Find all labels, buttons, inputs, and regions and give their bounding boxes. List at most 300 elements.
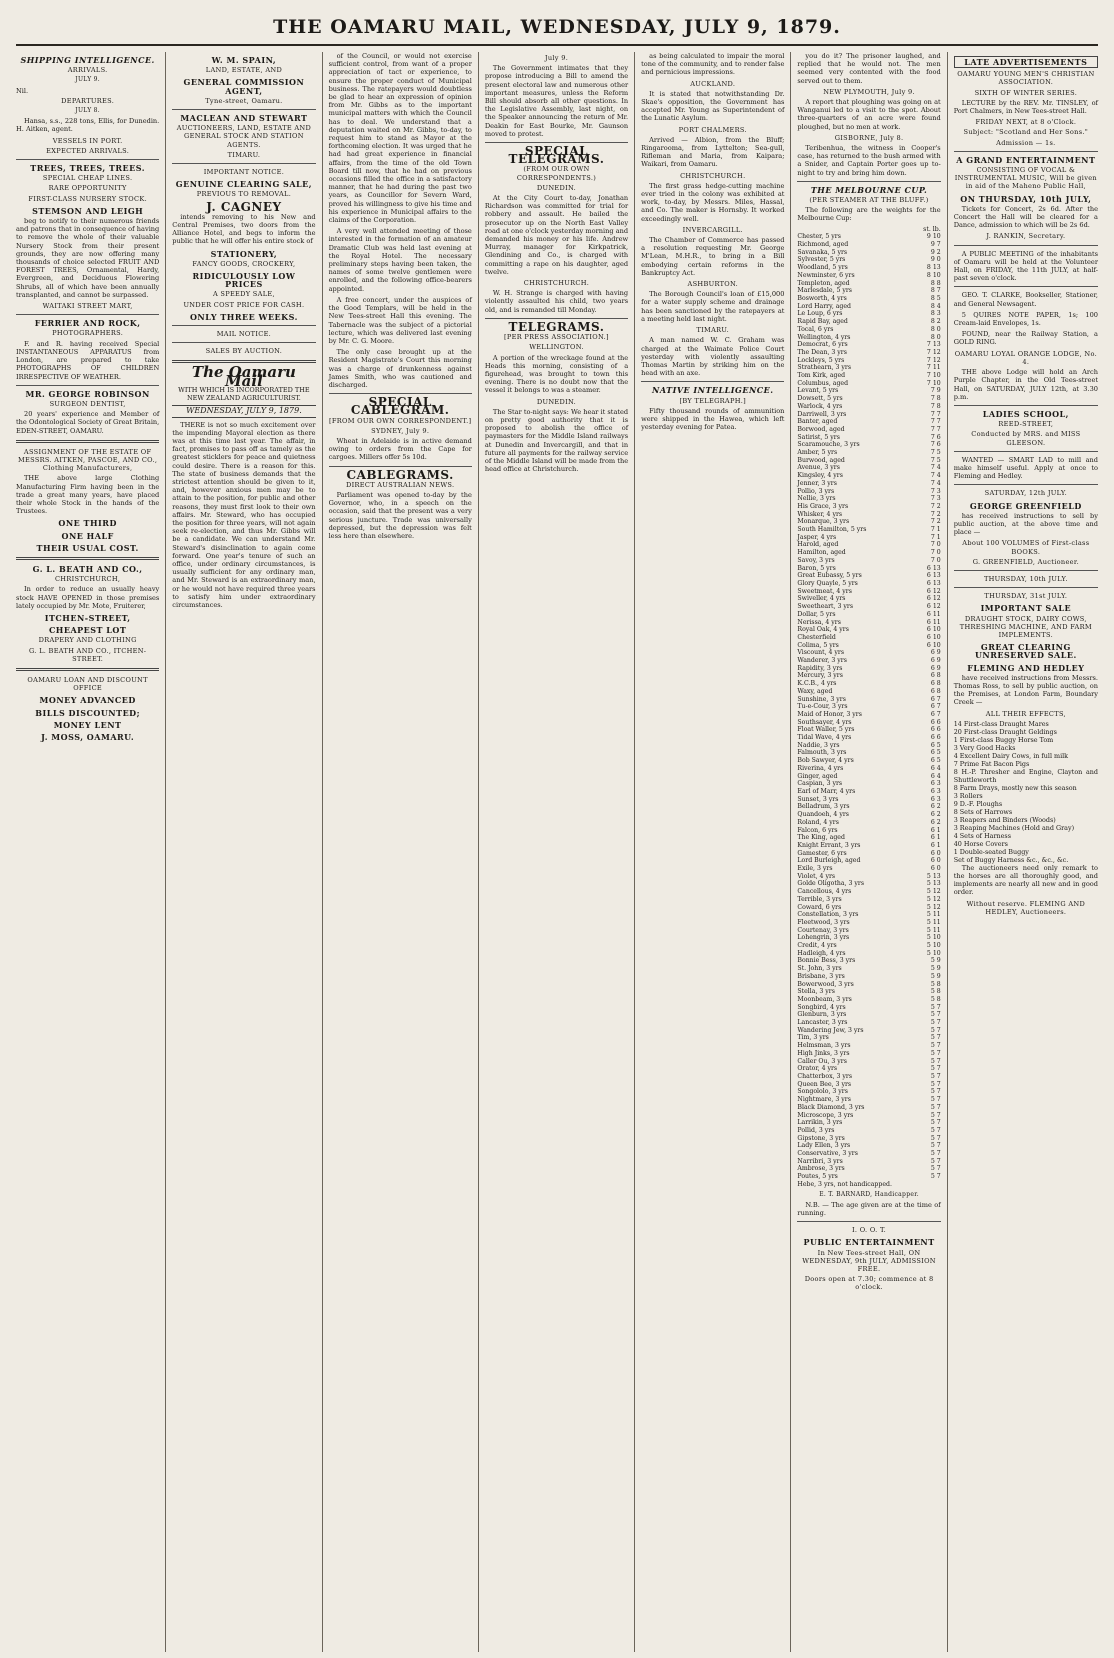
- beath-sub: CHRISTCHURCH,: [54, 575, 121, 584]
- new-plymouth-head: NEW PLYMOUTH, July 9.: [823, 87, 915, 96]
- cup-entry-name: Terrible, 3 yrs: [797, 895, 842, 903]
- cup-entry-weight: 5 8: [930, 988, 941, 996]
- cup-entry-name: Nerissa, 4 yrs: [797, 618, 841, 626]
- cup-entry-weight: 5 7: [930, 1011, 941, 1019]
- cup-entry: [797, 873, 940, 881]
- public-meeting: A PUBLIC MEETING of the inhabitants of Oamaru will be held at the Volunteer Hall, on FRIDAY, the 11th JULY, at half-past seven o'clock.: [953, 249, 1098, 283]
- paper-subtitle: WITH WHICH IS INCORPORATED THE NEW ZEALAND AGRICULTURIST.: [178, 385, 310, 403]
- cup-entry-weight: 7 3: [930, 487, 941, 495]
- cup-entry-weight: 7 9: [930, 387, 941, 395]
- cup-entry-weight: 5 7: [930, 1150, 941, 1158]
- auckland-text: It is stated that notwithstanding Dr. Skae's opposition, the Government has accepted Mr. Young as Superintendent of the Lunatic Asylum.: [641, 89, 785, 123]
- cup-entry-name: Roland, 4 yrs: [797, 818, 839, 826]
- cup-entry-name: Strathearn, 3 yrs: [797, 364, 852, 372]
- ladies-sub: REED-STREET,: [998, 420, 1054, 429]
- cup-entry-weight: 7 10: [926, 379, 941, 387]
- cup-entry-weight: 7 4: [930, 464, 941, 472]
- auckland-head: AUCKLAND.: [690, 79, 736, 88]
- cup-entry-weight: 5 7: [930, 1026, 941, 1034]
- column-5: [635, 52, 791, 1652]
- cup-entry-weight: 6 4: [930, 764, 941, 772]
- effects-item: 8 H.-P. Thresher and Engine, Clayton and Shuttleworth: [953, 767, 1098, 784]
- cup-entry-name: Sunshine, 3 yrs: [797, 695, 846, 703]
- cup-entry-name: Poutes, 5 yrs: [797, 1173, 838, 1181]
- cup-entry-weight: 6 2: [930, 803, 941, 811]
- cup-entry: [797, 326, 940, 334]
- cup-entry-weight: 5 13: [926, 872, 941, 880]
- cup-entry-name: Jasper, 4 yrs: [797, 533, 837, 541]
- cup-entry-name: Hadleigh, 4 yrs: [797, 949, 846, 957]
- cup-entry: [797, 611, 940, 619]
- cup-entry: [797, 595, 940, 603]
- cup-entry-name: Falmouth, 3 yrs: [797, 749, 847, 757]
- cablegrams-head: CABLEGRAMS.: [346, 467, 454, 482]
- cup-entry-weight: 9 10: [926, 233, 941, 241]
- cup-entry-name: Orator, 4 yrs: [797, 1065, 838, 1073]
- cup-entry: [797, 788, 940, 796]
- cup-entry-name: Glory Quayle, 5 yrs: [797, 580, 858, 587]
- cup-entry-weight: 5 11: [926, 911, 941, 919]
- cup-entry-weight: 6 8: [930, 672, 941, 680]
- melbourne-cup-sub: (PER STEAMER AT THE BLUFF.): [809, 196, 929, 205]
- cup-entry-weight: 5 9: [930, 957, 941, 965]
- effects-item: 4 Sets of Harness: [953, 831, 1011, 840]
- cup-entry-name: Scaramouche, 3 yrs: [797, 441, 860, 449]
- cup-entry-name: Wellington, 4 yrs: [797, 333, 851, 341]
- cup-entry-weight: 5 8: [930, 980, 941, 988]
- cup-entry: [797, 249, 940, 257]
- cup-entry: [797, 642, 940, 650]
- greenfield-head: GEORGE GREENFIELD: [969, 500, 1082, 511]
- cup-entry: [797, 888, 940, 896]
- cup-entry: [797, 318, 940, 326]
- cup-entry-name: Dowsett, 5 yrs: [797, 395, 843, 403]
- friday-next: FRIDAY NEXT, at 8 o'Clock.: [975, 118, 1077, 127]
- cup-entry: [797, 241, 940, 249]
- arrivals-none: Nil.: [16, 86, 29, 95]
- cup-entry-weight: 6 11: [926, 610, 941, 618]
- cup-entry-weight: 5 12: [926, 903, 941, 911]
- cup-entry-weight: 6 4: [930, 772, 941, 780]
- cup-entry: [797, 934, 940, 942]
- cup-entry-weight: 7 7: [930, 425, 941, 433]
- cup-entry-weight: 5 7: [930, 1134, 941, 1142]
- cup-entry-name: Kingsley, 4 yrs: [797, 472, 843, 480]
- cup-entry: [797, 749, 940, 757]
- cup-entry: [797, 842, 940, 850]
- cup-entry: [797, 411, 940, 419]
- cup-entry: [797, 857, 940, 865]
- cup-entry-weight: 8 0: [930, 325, 941, 333]
- arrivals-date: JULY 9.: [75, 76, 101, 84]
- cup-entry: [797, 488, 940, 496]
- cup-entry: [797, 426, 940, 434]
- cup-entry: [797, 1096, 940, 1104]
- cup-entry-weight: 5 11: [926, 926, 941, 934]
- dunedin2-text: The Star to-night says: We hear it stated on pretty good authority that it is proposed to abolish the office of paymasters for the Middle Island railways at Dunedin and Invercargill, and that in future all payments for the railway service of the Middle Island will be made from the head office at Christchurch.: [484, 407, 629, 474]
- public-entertainment: PUBLIC ENTERTAINMENT: [803, 1237, 935, 1248]
- cup-entry: [797, 742, 940, 750]
- cup-entry-weight: 7 10: [926, 372, 941, 380]
- wanted-ad: WANTED — SMART LAD to mill and make himself useful. Apply at once to Fleming and Hedley.: [953, 455, 1098, 481]
- cup-entry-weight: 7 7: [930, 418, 941, 426]
- cup-entry-weight: 7 8: [930, 395, 941, 403]
- cup-entry-name: Falcon, 6 yrs: [797, 826, 838, 834]
- cup-entry: [797, 280, 940, 288]
- cup-entry-name: Dollar, 5 yrs: [797, 610, 836, 618]
- cup-entry-name: Lady Ellen, 3 yrs: [797, 1142, 851, 1150]
- lodge-text: THE above Lodge will hold an Arch Purple Chapter, in the Old Tees-street Hall, on SATURDAY, JULY 12th, at 3.30 p.m.: [953, 368, 1098, 401]
- cup-entry-weight: 6 9: [930, 657, 941, 665]
- cup-entry: [797, 1073, 940, 1081]
- cup-entry: [797, 657, 940, 665]
- itchen: ITCHEN-STREET,: [44, 612, 131, 623]
- cup-entry-name: Songololo, 3 yrs: [797, 1088, 848, 1096]
- effects-item: 4 Excellent Dairy Cows, in full milk: [953, 751, 1069, 760]
- cup-entry: [797, 303, 940, 311]
- timaru2-text: A man named W. C. Graham was charged at the Waimate Police Court yesterday with violently assaulting Thomas Martin by striking him on the head with an axe.: [641, 336, 785, 378]
- cagney-head: J. CAGNEY: [206, 199, 282, 214]
- cup-entry-name: Hamilton, aged: [797, 549, 846, 557]
- robinson-head: MR. GEORGE ROBINSON: [25, 388, 150, 399]
- cup-entry: [797, 988, 940, 996]
- lecture-text: LECTURE by the REV. Mr. TINSLEY, of Port Chalmers, in New Tees-street Hall.: [953, 98, 1098, 116]
- cup-entry-weight: 8 3: [930, 310, 941, 318]
- cup-entry: [797, 796, 940, 804]
- sales-by-auction: SALES BY AUCTION.: [205, 347, 283, 356]
- cup-entry: [797, 372, 940, 380]
- cup-entry: [797, 349, 940, 357]
- cup-entry: [797, 526, 940, 534]
- cup-entry-name: Royal Oak, 4 yrs: [797, 626, 849, 634]
- cup-entry-name: St. John, 3 yrs: [797, 965, 842, 973]
- effects-item: 1 Double-seated Buggy: [953, 847, 1029, 856]
- notice-head: IMPORTANT NOTICE.: [203, 168, 285, 177]
- cup-entry: [797, 703, 940, 711]
- cup-entry: [797, 449, 940, 457]
- cup-entry-name: Columbus, aged: [797, 379, 849, 387]
- cup-entry-name: South Hamilton, 5 yrs: [797, 526, 867, 534]
- cup-entry-name: Black Diamond, 3 yrs: [797, 1103, 865, 1111]
- cup-entry-weight: 6 6: [930, 718, 941, 726]
- commission-sub: Tyne-street, Oamaru.: [205, 96, 283, 105]
- cup-entry: [797, 803, 940, 811]
- cup-entry: [797, 973, 940, 981]
- effects-item: 3 Reapers and Binders (Woods): [953, 815, 1056, 824]
- cup-entry-weight: 6 1: [930, 834, 941, 842]
- cup-header-st: st.: [923, 225, 931, 233]
- new-plymouth-text: A report that ploughing was going on at Wanganui led to a visit to the spot. About three-quarters of an acre were found ploughed, but no men at work.: [797, 98, 941, 131]
- cup-entry-weight: 7 3: [930, 495, 941, 503]
- cup-entry-name: Golde Oligotha, 3 yrs: [797, 880, 865, 888]
- melbourne-cup-intro: The following are the weights for the Melbourne Cup:: [797, 206, 941, 223]
- cup-entry-name: Newminster, 6 yrs: [797, 271, 855, 279]
- sydney-dateline: SYDNEY, July 9.: [371, 426, 430, 435]
- cup-entry-weight: 9 2: [930, 248, 941, 256]
- fleming-text: have received instructions from Messrs. Thomas Ross, to sell by public auction, on the Premises, at London Farm, Boundary Creek —: [953, 673, 1098, 707]
- column-6: [791, 52, 947, 1652]
- cup-entry-weight: 6 13: [926, 572, 941, 580]
- cup-entry-name: Lancaster, 3 yrs: [797, 1019, 848, 1027]
- beath-text: In order to reduce an usually heavy stock HAVE OPENED in those premises lately occupied by Mr. Mote, Fruiterer,: [16, 585, 160, 610]
- dunedin2-head: DUNEDIN.: [536, 397, 577, 406]
- cup-entry: [797, 256, 940, 264]
- cup-entry-name: High Jinks, 3 yrs: [797, 1049, 850, 1057]
- cup-entry-name: Jenner, 3 yrs: [797, 479, 837, 487]
- cup-entry: [797, 1150, 940, 1158]
- effects-item: 14 First-class Draught Mares: [953, 719, 1049, 728]
- cup-entry-name: Baron, 5 yrs: [797, 564, 836, 572]
- draught-stock: DRAUGHT STOCK, DAIRY COWS, THRESHING MACHINE, AND FARM IMPLEMENTS.: [959, 614, 1092, 639]
- column-1: [10, 52, 166, 1652]
- cup-entry: [797, 672, 940, 680]
- cup-entry-name: Templeton, aged: [797, 279, 850, 287]
- gisborne-text: Teribenhua, the witness in Cooper's case, has returned to the bush armed with a Snider, and Captain Porter goes up to-night to try and bring him down.: [797, 144, 941, 177]
- cup-entry: [797, 480, 940, 488]
- orange-lodge: OAMARU LOYAL ORANGE LODGE, No. 4.: [954, 349, 1097, 366]
- removal-head: PREVIOUS TO REMOVAL.: [196, 190, 292, 199]
- cup-entry-name: Maid of Honor, 3 yrs: [797, 710, 862, 718]
- trees-head: TREES, TREES, TREES.: [30, 163, 146, 174]
- grand-entertainment: A GRAND ENTERTAINMENT: [956, 154, 1096, 165]
- ashburton-text: The Borough Council's loan of £15,000 for a water supply scheme and drainage has been sanctioned by the ratepayers at a meeting held last night.: [641, 290, 785, 323]
- cup-entry: [797, 1173, 940, 1181]
- cup-entry: [797, 557, 940, 565]
- cup-entry-weight: 5 7: [930, 1073, 941, 1080]
- greenfield-sign: G. GREENFIELD, Auctioneer.: [972, 557, 1079, 566]
- cup-header-lb: lb.: [932, 225, 941, 233]
- cup-entry: [797, 1081, 940, 1089]
- christchurch-head: CHRISTCHURCH.: [523, 279, 590, 288]
- cup-entry-name: Exile, 3 yrs: [797, 865, 833, 873]
- shipping-title: SHIPPING INTELLIGENCE.: [20, 55, 155, 65]
- cup-entry-weight: 5 12: [926, 895, 941, 903]
- cup-entry-weight: 7 0: [930, 556, 941, 564]
- wellington-text: A portion of the wreckage found at the Heads this morning, consisting of a figurehead, was brought to town this evening. There is no doubt now that the vessel it belongs to was a steamer.: [484, 353, 629, 395]
- cup-entry: [797, 626, 940, 634]
- cup-entry-weight: 6 1: [930, 826, 941, 834]
- cup-entry-name: Monarque, 3 yrs: [797, 518, 850, 526]
- cup-entry-weight: 6 6: [930, 734, 941, 742]
- cup-entry: [797, 1142, 940, 1150]
- cup-entry: [797, 1019, 940, 1027]
- cup-entry-weight: 8 7: [930, 287, 941, 295]
- special-telegrams-sub: (FROM OUR OWN CORRESPONDENTS.): [516, 165, 597, 182]
- ioot: I. O. O. T.: [852, 1226, 887, 1235]
- cup-entry-weight: 6 11: [926, 618, 941, 626]
- cup-entry: [797, 588, 940, 596]
- cup-entry: [797, 719, 940, 727]
- christchurch-text: W. H. Strange is charged with having violently assaulted his child, two years old, and is remanded till Monday.: [484, 289, 629, 314]
- cup-entry-name: Viscount, 4 yrs: [797, 649, 845, 657]
- found-ad: FOUND, near the Railway Station, a GOLD RING.: [953, 330, 1098, 347]
- cup-entry: [797, 357, 940, 365]
- cup-entry-weight: 6 3: [930, 795, 941, 803]
- maclean-sub: AUCTIONEERS, LAND, ESTATE AND GENERAL STOCK AND STATION AGENTS.: [176, 124, 312, 149]
- cup-entry: [797, 272, 940, 280]
- cup-entry-name: Gamester, 6 yrs: [797, 849, 847, 857]
- loan-office: OAMARU LOAN AND DISCOUNT OFFICE: [27, 675, 148, 693]
- cup-entry-name: Harold, aged: [797, 541, 839, 549]
- cup-entry: [797, 472, 940, 480]
- cup-entry-weight: 7 5: [930, 449, 941, 457]
- cup-entry: [797, 418, 940, 426]
- assignment-head: ASSIGNMENT OF THE ESTATE OF MESSRS. AITKEN, PASCOE, AND CO., Clothing Manufacturers,: [17, 447, 158, 473]
- cup-entries: [797, 233, 940, 1188]
- cup-entry-name: Tidal Wave, 4 yrs: [797, 734, 852, 742]
- cup-entry-weight: 8 10: [926, 271, 941, 279]
- effects-list: [954, 720, 1098, 864]
- cup-entry-weight: 5 7: [930, 1165, 941, 1173]
- effects-item: 8 Sets of Harrows: [953, 807, 1013, 816]
- cup-entry-weight: 5 10: [926, 942, 941, 950]
- cup-entry-weight: 6 9: [930, 664, 941, 672]
- robinson-text: 20 years' experience and Member of the Odontological Society of Great Britain, EDEN-STREET, OAMARU.: [16, 410, 160, 435]
- cup-entry-weight: 6 10: [926, 641, 941, 649]
- cup-entry-weight: 7 1: [930, 533, 941, 541]
- cup-entry-weight: 7 7: [930, 410, 941, 418]
- gisborne-head: GISBORNE, July 8.: [834, 133, 904, 142]
- cup-entry-weight: 6 10: [926, 626, 941, 634]
- cup-entry: [797, 1065, 940, 1073]
- beath-sign: G. L. BEATH AND CO., ITCHEN-STREET.: [28, 646, 147, 663]
- cup-entry-weight: 6 7: [930, 710, 941, 718]
- cup-entry-weight: 6 3: [930, 780, 941, 788]
- cup-entry: [797, 996, 940, 1004]
- cup-entry: [797, 904, 940, 912]
- effects-item: 3 Reaping Machines (Hold and Gray): [953, 823, 1075, 832]
- cup-entry-name: Chester, 5 yrs: [797, 233, 841, 241]
- cup-entry: [797, 1112, 940, 1120]
- ferrier-head: FERRIER AND ROCK,: [34, 318, 141, 329]
- cup-entry-weight: 7 4: [930, 472, 941, 480]
- tickets-text: Tickets for Concert, 2s 6d. After the Concert the Hall will be cleared for a Dance, admission to which will be 2s 6d.: [953, 204, 1098, 230]
- cup-entry-name: The King, aged: [797, 834, 845, 842]
- cup-entry-weight: 7 12: [926, 356, 941, 364]
- cup-entry: [797, 287, 940, 295]
- ashburton-head: ASHBURTON.: [687, 280, 739, 289]
- cup-entry-weight: 5 7: [930, 1173, 941, 1181]
- cup-entry-name: Sylvester, 5 yrs: [797, 256, 846, 264]
- wellington-head: WELLINGTON.: [529, 343, 584, 352]
- cup-entry: [797, 726, 940, 734]
- cup-entry-name: Democrat, 6 yrs: [797, 341, 848, 349]
- cup-entry: [797, 865, 940, 873]
- cup-entry: [797, 1027, 940, 1035]
- cup-entry-name: Pollid, 3 yrs: [797, 1126, 835, 1134]
- cup-entry-weight: 5 7: [930, 1142, 941, 1150]
- cup-entry-name: Levant, 5 yrs: [797, 387, 839, 395]
- stationery: STATIONERY,: [210, 248, 278, 259]
- cup-entry: [797, 634, 940, 642]
- cup-entry-weight: 5 7: [930, 1034, 941, 1042]
- cup-entry: [797, 434, 940, 442]
- cup-entry: [797, 896, 940, 904]
- cup-entry-weight: 8 0: [930, 333, 941, 341]
- cup-entry: [797, 1158, 940, 1166]
- cup-entry: [797, 1119, 940, 1127]
- ladies-text: Conducted by MRS. and MISS GLEESON.: [971, 430, 1081, 447]
- cup-entry-name: K.C.B., 4 yrs: [797, 680, 837, 688]
- cup-note: N.B. — The age given are at the time of running.: [797, 1200, 941, 1217]
- cup-entry-weight: 6 1: [930, 841, 941, 849]
- trees-sub3: FIRST-CLASS NURSERY STOCK.: [28, 194, 147, 203]
- cup-entry-name: Glenburn, 3 yrs: [797, 1011, 847, 1019]
- cup-entry-name: Caspian, 3 yrs: [797, 780, 843, 788]
- cup-entry-name: Chesterfield: [797, 633, 836, 641]
- admission: Admission — 1s.: [996, 138, 1056, 147]
- cup-entry-name: Ambrose, 3 yrs: [797, 1165, 845, 1173]
- cup-entry-weight: 6 12: [926, 603, 941, 611]
- cup-entry: [797, 380, 940, 388]
- port-chalmers-head: PORT CHALMERS.: [678, 125, 747, 134]
- vessels-head: VESSELS IN PORT.: [52, 136, 123, 145]
- cup-entry-weight: 6 3: [930, 787, 941, 795]
- cup-entry-weight: 5 9: [930, 965, 941, 973]
- cup-entry: [797, 1135, 940, 1143]
- ladies-school: LADIES SCHOOL,: [982, 408, 1069, 419]
- cup-entry-name: Richmond, aged: [797, 241, 849, 249]
- cup-entry-name: Float Waller, 5 yrs: [797, 726, 855, 734]
- cup-entry: [797, 518, 940, 526]
- cup-entry: [797, 495, 940, 503]
- grand-sub: CONSISTING OF VOCAL & INSTRUMENTAL MUSIC, Will be given in aid of the Maheno Public Hall,: [954, 166, 1097, 191]
- cup-entry: [797, 1011, 940, 1019]
- cup-entry: [797, 295, 940, 303]
- cup-entry-name: Darriwell, 3 yrs: [797, 410, 847, 418]
- cup-entry-name: Tu-e-Cour, 3 yrs: [797, 703, 848, 711]
- cup-entry-name: Caller Ou, 3 yrs: [797, 1057, 847, 1065]
- cup-entry: [797, 981, 940, 989]
- cup-entry: [797, 233, 940, 241]
- cup-entry-weight: 7 0: [930, 541, 941, 549]
- cup-entry: [797, 711, 940, 719]
- money-lent: MONEY LENT: [53, 719, 122, 730]
- columns: [10, 52, 1104, 1652]
- column-2: [166, 52, 322, 1652]
- robinson-sub: SURGEON DENTIST,: [49, 399, 126, 408]
- cup-entry: [797, 957, 940, 965]
- cup-entry-name: Bob Sawyer, 4 yrs: [797, 757, 854, 765]
- cup-entry: [797, 765, 940, 773]
- cup-entry-name: Belladrum, 3 yrs: [797, 803, 850, 811]
- beath-head: G. L. BEATH AND CO.,: [32, 563, 143, 574]
- cup-entry-name: Borwood, aged: [797, 425, 845, 433]
- christchurch2-text: The first grass hedge-cutting machine ever tried in the colony was exhibited at work, to-day, by Messrs. Miles, Hassal, and Co. The maker is Hornsby. It worked exceedingly well.: [641, 181, 785, 223]
- clarke-ad: GEO. T. CLARKE, Bookseller, Stationer, and General Newsagent.: [953, 291, 1098, 308]
- editorial-text-4: A free concert, under the auspices of the Good Templars, will be held in the New Tees-street Hall this evening. The Tabernacle was the subject of a pictorial lecture, which was delivered last evening by Mr. C. G. Moore.: [328, 295, 472, 345]
- cup-entry-name: Fleetwood, 3 yrs: [797, 918, 850, 926]
- cup-entry: [797, 534, 940, 542]
- cup-entry-name: Ginger, aged: [797, 772, 838, 780]
- native-sub: [BY TELEGRAPH.]: [679, 396, 747, 405]
- cup-entry-name: Pollio, 3 yrs: [797, 487, 835, 495]
- stemson-text: beg to notify to their numerous friends and patrons that in consequence of having to remove the whole of their valuable Nursery Stock from their present grounds, they are now offering many thousands of choice selected FRUIT AND FOREST TREES, Ornamental, Hardy, Evergreen, and Deciduous Flowering Shrubs, all of which have been annually transplanted, and cannot be surpassed.: [16, 217, 160, 299]
- cup-entry-weight: 7 2: [930, 510, 941, 518]
- cup-entry: [797, 965, 940, 973]
- cup-entry-weight: 5 7: [930, 1049, 941, 1057]
- cup-entry-weight: 6 0: [930, 849, 941, 857]
- cup-entry-weight: 5 7: [930, 1057, 941, 1065]
- cup-entry: [797, 1104, 940, 1112]
- cup-entry: [797, 603, 940, 611]
- cup-entry-weight: 6 13: [926, 564, 941, 572]
- cup-entry-weight: 9 7: [930, 241, 941, 249]
- cup-entry-name: Nellie, 3 yrs: [797, 495, 836, 503]
- cup-entry-weight: 5 7: [930, 1111, 941, 1119]
- effects-item: 1 First-class Buggy Horse Tom: [953, 735, 1054, 744]
- cup-entry-name: Lord Harry, aged: [797, 302, 852, 310]
